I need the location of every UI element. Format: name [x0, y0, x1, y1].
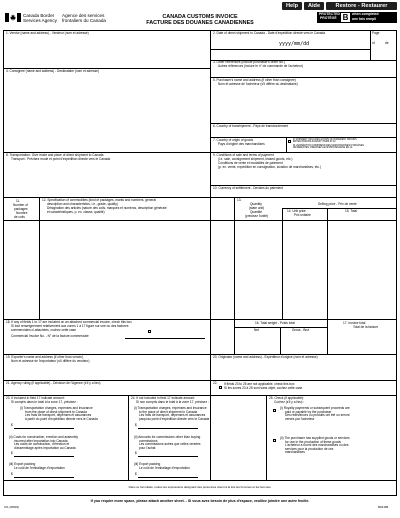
- commercial-invoice-label: Commercial Invoice No. - N° de la facture commerciale: [11, 334, 89, 338]
- exporter-label-fr: Nom et adresse de l'exportateur (s'il diffère du vendeur): [11, 359, 90, 363]
- date-value[interactable]: yyyy/mm/dd: [279, 41, 310, 47]
- f24-i-1: (i) Transportation charges, expenses and insurance: [134, 406, 207, 410]
- total-label: 15. Total: [345, 209, 357, 213]
- quantity-label-4: (précisez l'unité): [245, 214, 269, 218]
- privacy-note: Dans ce formulaire, toutes les expressions désignant des personnes visent à la fois les hommes et les femmes.: [128, 485, 272, 489]
- f24-iii-2: Le coût de l'emballage d'exportation: [139, 465, 190, 470]
- page-label: Page: [372, 31, 380, 35]
- quantity-label-1: Quantity: [250, 202, 262, 206]
- goods-rows-field[interactable]: [4, 221, 396, 318]
- attached-invoice-label-2: Si tout renseignement relativement aux zones 1 à 17 figure sur une ou des factures: [11, 324, 129, 328]
- attached-invoice-checkbox[interactable]: [148, 330, 151, 333]
- specification-label-4: et caractéristiques, p. ex. classe, qualité): [47, 210, 105, 214]
- field-22-label: If fields 23 to 25 are not applicable, check this box: [224, 382, 295, 386]
- vendor-field[interactable]: [6, 37, 207, 67]
- f24-label-fr: Si non compris dans le total à la zone 17, précisez :: [136, 400, 209, 404]
- date-label: 2. Date of direct shipment to Canada - Date d'expédition directe vers le Canada: [213, 31, 326, 35]
- conditions-label-3: Conditions de vente et modalités de paiement: [218, 161, 283, 165]
- invoice-total-label: 17. Invoice total: [343, 321, 366, 325]
- f23-ii-2: incurred after importation into Canada: [14, 438, 68, 443]
- transhipment-label: 6. Country of transhipment - Pays de transbordement: [213, 124, 289, 128]
- conditions-label-2: (i.e. sale, consignment shipment, leased goods, etc.): [218, 157, 293, 161]
- invoice-total-label-fr: Total de la facture: [353, 325, 379, 329]
- not-applicable-checkbox[interactable]: [219, 386, 222, 389]
- f25-i-1: (i) Royalty payments or subsequent proceeds are: [280, 406, 350, 410]
- purchaser-supplied-checkbox[interactable]: [273, 439, 276, 442]
- conditions-label-4: (p. ex. vente, expédition en consignation, location de marchandises, etc.): [218, 165, 321, 169]
- specification-label-1: 12. Specification of commodities (kind of packages, marks and numbers, general: [42, 198, 156, 202]
- form-id: CI1 (08/09): [4, 505, 20, 509]
- f24-label: 24. If not included in field 17 indicate amount:: [131, 396, 195, 400]
- attached-invoice-label-3: commerciales ci-attachées, cochez cette case: [11, 328, 77, 332]
- f23-ii-3: Les coûts de construction, d'érection et: [14, 442, 70, 446]
- help-button[interactable]: Help: [282, 2, 302, 10]
- f23-i-3: Les frais de transport, dépenses et assurances: [25, 413, 92, 417]
- origin-note-4: DIFFÉRENTES, PRÉCISEZ LEUR PROVENANCE EN 12.: [293, 147, 353, 149]
- unit-price-label: 14. Unit price: [287, 209, 306, 213]
- agency-en-line2: Services Agency: [23, 18, 57, 23]
- f23-i-4: à partir du point d'expédition directe vers le Canada: [25, 416, 98, 421]
- f23-i-1: (i) Transportation charges, expenses and insurance: [20, 406, 93, 410]
- packages-label-2: packages: [14, 207, 28, 211]
- consignee-field[interactable]: [6, 75, 207, 151]
- selling-price-label: Selling price - Prix de vente: [318, 202, 357, 206]
- vendor-label: 1. Vendor (name and address) - Vendeur (nom et adresse): [6, 31, 89, 35]
- packages-label-4: de colis: [14, 215, 25, 219]
- transportation-label: 8. Transportation: Give mode and place of direct shipment to Canada: [6, 153, 104, 157]
- currency-label: 10. Currency of settlement - Devises du paiement: [213, 186, 283, 190]
- origin-label: 7. Country of origin of goods: [213, 138, 254, 142]
- f24-ii-3: Les commissions autres que celles versées: [139, 442, 201, 446]
- form-code: B02186: [378, 505, 389, 509]
- field-22-label-fr: Si les zones 23 à 25 sont sans objet, cochez cette case: [224, 386, 303, 390]
- restore-button[interactable]: Restore - Restaurer: [326, 2, 397, 10]
- title-fr: FACTURE DES DOUANES CANADIENNES: [146, 20, 254, 26]
- agency-en-line1: Canada Border: [23, 13, 55, 18]
- agency-fr-line2: frontaliers du Canada: [62, 18, 106, 23]
- consignee-label: 4. Consignee (name and address) - Destinataire (nom et adresse): [6, 69, 100, 73]
- f24-ii-1: (ii) Amounts for commissions other than buying: [134, 435, 201, 439]
- protected-fr: PROTÉGÉ: [320, 16, 337, 20]
- f23-ii-1: (ii) Costs for construction, erection and assembly: [9, 435, 78, 439]
- f23-label-fr: Si compris dans le total à la zone 17, précisez :: [11, 400, 78, 404]
- f23-iii-2: Le coût de l'emballage d'exportation: [14, 465, 65, 470]
- origin-label-fr: Pays d'origine des marchandises: [218, 142, 265, 146]
- specification-label-3: Désignation des articles (nature des colis, marques et numéros, description générale: [47, 206, 167, 210]
- f25-label: 25. Check (if applicable):: [269, 396, 305, 400]
- field-22-num: 22.: [213, 381, 218, 385]
- other-references-label-fr: Autres références (inclure le n° de commande de l'acheteur): [218, 64, 303, 68]
- f23-ii-dollar: $: [11, 451, 13, 455]
- f24-i-dollar: $: [135, 423, 137, 427]
- f24-i-3: Les frais de transport, dépenses et assurances: [139, 413, 206, 417]
- other-references-label: 3. Other references (include purchaser's order No.): [213, 60, 286, 64]
- f24-ii-4: pour l'achat: [139, 445, 156, 450]
- f25-i-4: versés par l'acheteur: [285, 416, 315, 421]
- transportation-field[interactable]: [6, 163, 207, 195]
- origin-note-1: IF SHIPMENT INCLUDES GOODS OF DIFFERENT ORIGINS: [293, 138, 357, 141]
- f24-i-4: jusqu'au point d'expédition directe vers le Canada: [139, 416, 210, 421]
- more-space-note: If you require more space, please attach another sheet. - Si vous avez besoin de plus d'espace, veuillez joindre une autre feuille.: [90, 499, 310, 503]
- canada-flag-icon: [5, 13, 21, 22]
- quantity-label-num: 13.: [237, 198, 242, 202]
- f24-iii-1: (iii) Export packing: [134, 462, 161, 466]
- f25-label-fr: Cochez (s'il y a lieu) :: [274, 400, 305, 404]
- exporter-label: 19. Exporter's name and address (if other than vendor): [6, 355, 84, 359]
- transportation-label-fr: Transport : Précisez mode et point d'expédition directe vers le Canada: [11, 157, 111, 161]
- f25-ii-4: services pour la production de ces: [285, 446, 334, 451]
- f23-iii-1: (iii) Export packing: [9, 462, 36, 466]
- f25-ii-3: L'acheteur a fourni des marchandises ou des: [285, 443, 349, 447]
- f25-ii-1: (ii) The purchaser has supplied goods or services: [280, 436, 350, 440]
- packages-label-1: Number of: [13, 203, 28, 207]
- purchaser-field[interactable]: [213, 88, 395, 122]
- different-origins-checkbox[interactable]: [288, 140, 291, 143]
- f25-ii-2: for use in the production of these goods: [285, 439, 341, 444]
- f24-ii-2: commissions: [139, 438, 158, 443]
- total-weight-label: 16. Total weight - Poids total: [255, 321, 295, 325]
- purchaser-label-fr: Nom et adresse de l'acheteur (s'il diffère du destinataire): [218, 82, 298, 86]
- exporter-field[interactable]: [6, 365, 207, 379]
- f24-ii-dollar: $: [135, 451, 137, 455]
- gross-weight-label: Gross - Brut: [292, 328, 310, 332]
- protected-when: when completed: [352, 12, 379, 16]
- f25-i-3: Des redevances ou produits ont été ou seront: [285, 413, 350, 417]
- protected-une: une fois rempli: [352, 16, 377, 21]
- attached-invoice-label-1: 18. If any of fields 1 to 17 are included on an attached commercial invoice, check this box: [6, 320, 132, 324]
- purchaser-label: 5. Purchaser's name and address (if other than consignee): [213, 78, 296, 82]
- packages-label-num: 11.: [16, 199, 21, 203]
- agency-ruling-label: 21. Agency ruling (if applicable) - Décision de l'Agence (s'il y a lieu): [6, 381, 101, 385]
- f25-ii-5: marchandises: [285, 450, 305, 454]
- agency-fr-line1: Agence des services: [62, 13, 105, 18]
- unit-price-label-fr: Prix unitaire: [294, 213, 311, 217]
- f23-i-2: from the place of direct shipment to Canada: [25, 409, 87, 414]
- specification-label-2: description and characteristics, i.e., grade, quality): [47, 202, 118, 206]
- quantity-label-2: (state unit): [249, 206, 265, 210]
- f23-iii-dollar: $: [11, 472, 13, 476]
- origin-note-3: SI L'EXPÉDITION COMPREND DES MARCHANDISES D'ORIGINES: [293, 144, 364, 147]
- of-label: of: [372, 41, 375, 45]
- f23-i-dollar: $: [11, 423, 13, 427]
- protected-en: PROTECTED: [319, 11, 340, 16]
- quantity-label-3: Quantité: [250, 210, 263, 214]
- aide-button[interactable]: Aide: [304, 2, 324, 10]
- f25-i-2: paid or payable by the purchaser: [285, 409, 332, 414]
- conditions-label: 9. Conditions of sale and terms of payment: [213, 153, 274, 157]
- commercial-invoice-field[interactable]: [125, 335, 205, 339]
- originator-label: 20. Originator (name and address) - Expéditeur d'origine (nom et adresse): [213, 355, 318, 359]
- protected-letter: B: [342, 13, 349, 22]
- title-en: CANADA CUSTOMS INVOICE: [162, 14, 238, 20]
- packages-label-3: Nombre: [16, 211, 28, 215]
- f23-label: 23. If included in field 17 indicate amount:: [6, 396, 65, 400]
- de-label: de: [385, 41, 389, 45]
- f23-ii-4: d'assemblage après importation au Canada: [14, 445, 76, 450]
- net-weight-label: Net: [254, 328, 259, 332]
- f24-iii-dollar: $: [135, 472, 137, 476]
- origin-note-2: ENTER ORIGINS AGAINST ITEMS IN 12.: [293, 141, 337, 143]
- f24-i-2: to the place of direct shipment to Canada: [139, 409, 198, 414]
- originator-field[interactable]: [213, 361, 395, 379]
- royalty-checkbox[interactable]: [273, 409, 276, 412]
